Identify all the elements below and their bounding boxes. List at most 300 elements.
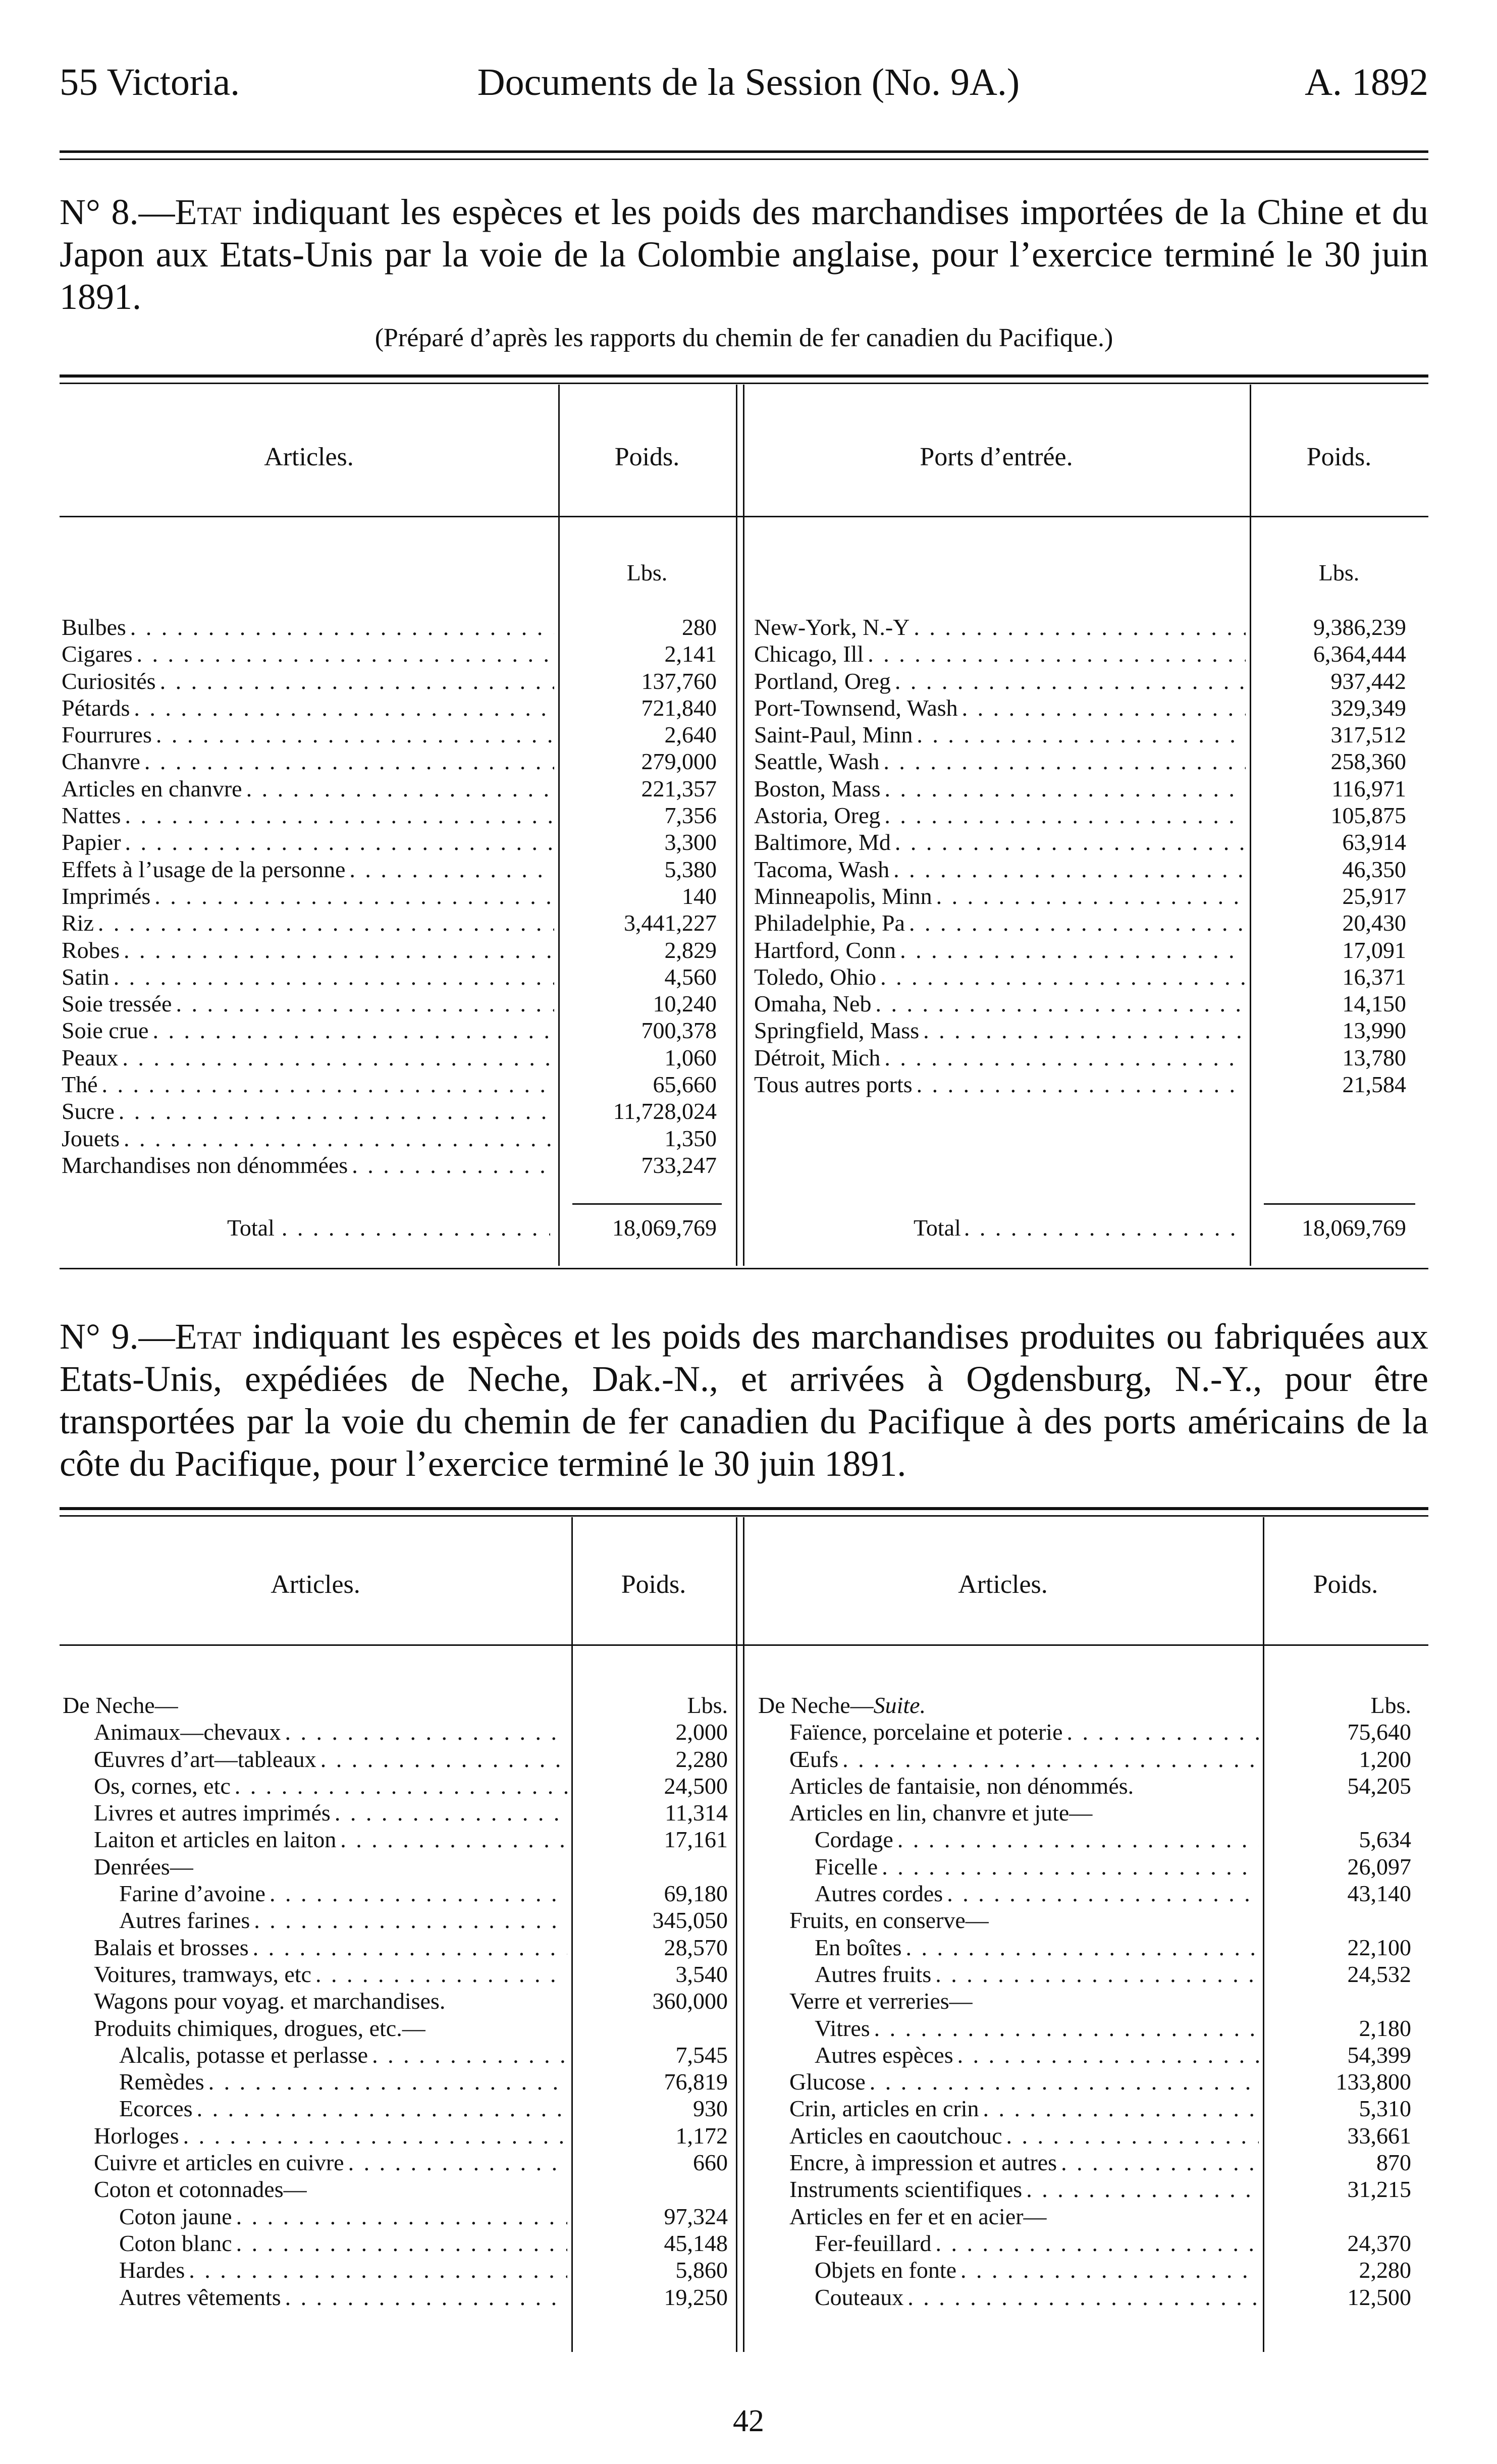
dot-leader — [936, 2230, 1259, 2257]
table-row-value: 5,634 — [1359, 1827, 1411, 1853]
table-row-label — [63, 2284, 567, 2311]
row-text: Philadelphie, Pa — [754, 910, 905, 936]
table-row-label — [62, 802, 554, 829]
table8-articles-values — [560, 614, 717, 1179]
table-row-label — [754, 963, 1246, 990]
table9-number: N° 9.— — [60, 1316, 175, 1357]
row-text: En boîtes — [815, 1934, 902, 1960]
table-row-value: 870 — [1376, 2150, 1411, 2176]
table-row-label — [754, 802, 1246, 829]
table-row-value: 660 — [693, 2150, 728, 2176]
dot-leader — [176, 990, 554, 1017]
table9-right-unit: Lbs. — [1370, 1692, 1411, 1718]
table8-number: N° 8.— — [60, 192, 175, 232]
dot-leader — [114, 963, 554, 990]
table-row-label — [63, 1719, 567, 1745]
dot-leader — [884, 1044, 1246, 1071]
table-row-label — [754, 909, 1246, 936]
table8-total-row-left — [227, 1214, 550, 1241]
table-row-label — [754, 721, 1246, 748]
row-text: Bulbes — [62, 614, 126, 640]
table-row-label — [63, 1773, 567, 1799]
table-row-value: 1,060 — [664, 1044, 717, 1070]
header-left: 55 Victoria. — [60, 61, 240, 103]
table-row-value: 22,100 — [1347, 1934, 1411, 1960]
table9-title-sc: Etat — [175, 1316, 242, 1357]
table-row-label — [63, 1961, 567, 1988]
table-row-label — [63, 2230, 567, 2257]
table9-right-first-italic: Suite. — [873, 1692, 926, 1718]
row-text: Tous autres ports — [754, 1072, 913, 1098]
table8-head-poids: Poids. — [614, 443, 680, 471]
table-row-label — [62, 829, 554, 855]
table8-total-left: 18,069,769 — [612, 1215, 717, 1241]
table-row-value: 46,350 — [1342, 856, 1406, 882]
dot-leader — [914, 614, 1246, 640]
table-row-label — [63, 1934, 567, 1961]
table8-unit-left: Lbs. — [626, 560, 668, 585]
table-row-label — [758, 2095, 1259, 2122]
table9-vline-2 — [736, 1517, 737, 2352]
table8-head-ports: Ports d’entrée. — [920, 443, 1073, 471]
table-row-value: 54,205 — [1347, 1773, 1411, 1799]
table-row-label — [63, 1799, 567, 1826]
table-row-value: 2,000 — [675, 1719, 728, 1745]
row-text: Instruments scientifiques — [789, 2176, 1023, 2203]
table9-right-values — [1265, 1719, 1411, 2311]
row-text: Jouets — [62, 1125, 120, 1151]
table8-total-label: Total — [227, 1215, 275, 1241]
table9-header-rule — [60, 1644, 1428, 1646]
table-row-label — [63, 1746, 567, 1773]
dot-leader — [960, 2257, 1259, 2283]
table-row-value: 1,172 — [675, 2122, 728, 2149]
row-text: Œufs — [789, 1746, 839, 1772]
table-row-label — [758, 1880, 1259, 1907]
row-text: Cigares — [62, 641, 133, 667]
table8-articles-list — [62, 614, 554, 1179]
table8-total-right: 18,069,769 — [1302, 1215, 1406, 1241]
table-row-label — [63, 1880, 567, 1907]
row-text: Coton jaune — [119, 2203, 232, 2229]
table-row-label — [758, 1826, 1259, 1853]
row-text: Effets à l’usage de la personne — [62, 856, 346, 882]
table9-head-articles2: Articles. — [958, 1570, 1048, 1599]
table-row-label — [758, 1719, 1259, 1745]
table-row-label — [754, 990, 1246, 1017]
row-text: Curiosités — [62, 668, 156, 694]
row-text: Autres cordes — [815, 1881, 943, 1907]
table-row-value: 3,300 — [664, 829, 717, 855]
dot-leader — [880, 963, 1246, 990]
table-row-label — [62, 990, 554, 1017]
table9-right-first — [758, 1692, 1259, 1719]
table-row-label — [62, 640, 554, 667]
table-row-value: 6,364,444 — [1313, 641, 1406, 667]
row-text: Alcalis, potasse et perlasse — [119, 2042, 368, 2068]
table-row-value — [573, 1853, 728, 1880]
table-row-label — [758, 2122, 1259, 2149]
dot-leader — [875, 990, 1246, 1017]
page-number: 42 — [733, 2404, 764, 2438]
table-row-value: 116,971 — [1331, 775, 1406, 801]
row-text: Ecorces — [119, 2096, 193, 2122]
table9-right-first-label: De Neche— — [758, 1692, 874, 1718]
table-row-value: 17,161 — [664, 1827, 728, 1853]
row-text: Tacoma, Wash — [754, 856, 890, 882]
dot-leader — [160, 668, 554, 694]
table-row-label — [754, 748, 1246, 775]
table-row-label — [62, 909, 554, 936]
dot-leader — [137, 640, 554, 667]
table-row-value: 133,800 — [1335, 2069, 1411, 2095]
table-row-value: 17,091 — [1342, 937, 1406, 963]
dot-leader — [270, 1880, 567, 1907]
dot-leader — [124, 937, 554, 963]
row-text: Balais et brosses — [94, 1934, 249, 1960]
table9-rule-top2 — [60, 1515, 1428, 1517]
dot-leader — [895, 829, 1246, 855]
table-row-value: 76,819 — [664, 2069, 728, 2095]
table-row-label — [758, 2149, 1259, 2176]
table-row-value: 279,000 — [641, 748, 717, 775]
table-row-value: 7,545 — [675, 2042, 728, 2068]
table-row-label — [63, 1826, 567, 1853]
table-row-value: 1,350 — [664, 1125, 717, 1151]
table-row-value: 43,140 — [1347, 1881, 1411, 1907]
table-row-value: 24,532 — [1347, 1961, 1411, 1987]
row-text: Autres vêtements — [119, 2284, 281, 2310]
table8-total-row-right — [914, 1214, 1247, 1241]
dot-leader — [349, 856, 554, 883]
dot-leader — [917, 1071, 1246, 1098]
header-rule-bottom — [60, 158, 1428, 160]
row-text: Cuivre et articles en cuivre — [94, 2150, 344, 2176]
table-row-label: Verre et verreries— — [789, 1988, 973, 2014]
table-row-label — [754, 640, 1246, 667]
table8-rule-top1 — [60, 374, 1428, 378]
table-row-label — [754, 1017, 1246, 1044]
table-row-value: 345,050 — [652, 1907, 728, 1934]
dot-leader — [246, 775, 554, 802]
dot-leader — [208, 2068, 567, 2095]
row-text: Objets en fonte — [815, 2257, 957, 2283]
table-row-label — [62, 937, 554, 963]
table-row-value: 140 — [682, 883, 717, 909]
table-row-label — [63, 2149, 567, 2176]
dot-leader — [102, 1071, 554, 1098]
table-row-value: 13,780 — [1342, 1044, 1406, 1070]
table-row-label — [62, 1098, 554, 1124]
row-text: Chicago, Ill — [754, 641, 864, 667]
table-row-value: 2,180 — [1359, 2015, 1411, 2041]
dot-leader — [907, 2284, 1259, 2311]
table-row-value: 16,371 — [1342, 963, 1406, 990]
row-text: Vitres — [815, 2015, 870, 2041]
dot-leader — [144, 748, 554, 775]
table-row-value: 937,442 — [1330, 668, 1406, 694]
table-row-value — [573, 2176, 728, 2203]
table-row-label — [62, 1017, 554, 1044]
table9-vline-1 — [571, 1517, 573, 2352]
table-row-value: 360,000 — [652, 1988, 728, 2014]
dot-leader — [884, 775, 1246, 802]
dot-leader — [183, 2122, 567, 2149]
row-text: Horloges — [94, 2122, 179, 2149]
table8-ports-list — [754, 614, 1246, 1098]
table-row-value: 21,584 — [1342, 1072, 1406, 1098]
table-row-value: 11,314 — [665, 1800, 728, 1826]
table-row-label — [758, 1961, 1259, 1988]
table-row-value — [1265, 1799, 1411, 1826]
dot-leader — [895, 668, 1246, 694]
table-row-value: 2,640 — [664, 722, 717, 748]
row-text: Fourrures — [62, 722, 152, 748]
table-row-label — [63, 2203, 567, 2230]
table-row-value: 19,250 — [664, 2284, 728, 2310]
row-text: Imprimés — [62, 883, 151, 909]
row-text: Glucose — [789, 2069, 866, 2095]
row-text: Saint-Paul, Minn — [754, 722, 913, 748]
row-text: Voitures, tramways, etc — [94, 1961, 311, 1987]
dot-leader — [285, 2284, 567, 2311]
table-row-label — [758, 2015, 1259, 2042]
table-row-label — [758, 1934, 1259, 1961]
table-row-label — [63, 2068, 567, 2095]
table-row-label — [754, 937, 1246, 963]
row-text: Encre, à impression et autres — [789, 2150, 1057, 2176]
dot-leader — [923, 1017, 1246, 1044]
dot-leader — [905, 1934, 1259, 1961]
table-row-label — [62, 1152, 554, 1179]
table-row-label — [62, 748, 554, 775]
table-row-label — [62, 1125, 554, 1152]
dot-leader — [124, 1125, 554, 1152]
table8-rule-bottom — [60, 1268, 1428, 1269]
row-text: Crin, articles en crin — [789, 2096, 979, 2122]
dot-leader — [156, 721, 554, 748]
table8-total-label2: Total — [914, 1215, 961, 1241]
dot-leader — [125, 802, 554, 829]
row-text: Fer-feuillard — [815, 2230, 932, 2256]
table-row-value: 69,180 — [664, 1881, 728, 1907]
table-row-label — [758, 2068, 1259, 2095]
table9-head-poids2: Poids. — [1313, 1570, 1378, 1599]
dot-leader — [883, 748, 1246, 775]
table-row-label — [62, 1071, 554, 1098]
table8-head-poids2: Poids. — [1306, 443, 1372, 471]
table8-unit-right: Lbs. — [1318, 560, 1360, 585]
table8-subtitle: (Préparé d’après les rapports du chemin de fer canadien du Pacifique.) — [375, 324, 1113, 352]
dot-leader — [1061, 2149, 1259, 2176]
table-row-value: 2,141 — [664, 641, 717, 667]
table-row-value: 721,840 — [641, 694, 717, 721]
dot-leader — [962, 694, 1246, 721]
row-text: Farine d’avoine — [119, 1881, 265, 1907]
row-text: Articles en chanvre — [62, 775, 242, 801]
dot-leader — [1067, 1719, 1259, 1745]
dot-leader — [254, 1907, 567, 1934]
table-row-label: Articles en fer et en acier— — [789, 2203, 1047, 2229]
table-row-label — [758, 2042, 1259, 2068]
table-row-value: 26,097 — [1347, 1853, 1411, 1880]
dot-leader — [842, 1746, 1259, 1773]
table8-rule-top2 — [60, 383, 1428, 384]
row-text: Hardes — [119, 2257, 185, 2283]
row-text: Satin — [62, 963, 110, 990]
table-row-value: 63,914 — [1342, 829, 1406, 855]
row-text: Remèdes — [119, 2069, 204, 2095]
dot-leader — [372, 2042, 567, 2068]
row-text: Hartford, Conn — [754, 937, 896, 963]
table-row-value: 24,500 — [664, 1773, 728, 1799]
table-row-label — [754, 1044, 1246, 1071]
table-row-value: 97,324 — [664, 2203, 728, 2229]
table-row-value: 75,640 — [1347, 1719, 1411, 1745]
table-row-value: 2,280 — [1359, 2257, 1411, 2283]
dot-leader — [197, 2095, 567, 2122]
table-row-label — [754, 883, 1246, 909]
table-row-value — [573, 2015, 728, 2042]
table-row-label: De Neche— — [63, 1692, 178, 1718]
dot-leader — [874, 2015, 1259, 2042]
table-row-value: 5,380 — [664, 856, 717, 882]
row-text: Autres espèces — [815, 2042, 953, 2068]
table-row-label — [758, 2257, 1259, 2283]
row-text: Astoria, Oreg — [754, 802, 881, 829]
table-row-label — [62, 694, 554, 721]
dot-leader — [947, 1880, 1259, 1907]
table-row-value: 1,200 — [1359, 1746, 1411, 1772]
row-text: New-York, N.-Y — [754, 614, 910, 640]
table-row-label — [754, 1071, 1246, 1098]
dot-leader — [253, 1934, 567, 1961]
table-row-value: 5,310 — [1359, 2096, 1411, 2122]
row-text: Seattle, Wash — [754, 748, 880, 775]
table-row-value: 33,661 — [1347, 2122, 1411, 2149]
table-row-value: 54,399 — [1347, 2042, 1411, 2068]
table-row-value: 24,370 — [1347, 2230, 1411, 2256]
table-row-value: 14,150 — [1342, 991, 1406, 1017]
dot-leader — [352, 1152, 554, 1179]
dot-leader — [285, 1719, 567, 1745]
table-row-value: 280 — [682, 614, 717, 640]
table8-ports-values — [1252, 614, 1406, 1098]
dot-leader — [152, 1017, 554, 1044]
dot-leader — [935, 1961, 1259, 1988]
dot-leader — [315, 1961, 567, 1988]
row-text: Omaha, Neb — [754, 991, 872, 1017]
dot-leader — [122, 1044, 554, 1071]
table8-title-sc: Etat — [175, 192, 242, 232]
table9-vline-4 — [1263, 1517, 1264, 2352]
table-row-label — [754, 829, 1246, 855]
row-text: Sucre — [62, 1098, 115, 1124]
table-row-value: 3,540 — [675, 1961, 728, 1987]
dot-leader — [868, 640, 1246, 667]
table-row-label — [63, 2095, 567, 2122]
dot-leader — [884, 802, 1246, 829]
row-text: Autres fruits — [815, 1961, 932, 1987]
dot-leader — [98, 909, 554, 936]
row-text: Boston, Mass — [754, 775, 881, 801]
dot-leader — [936, 883, 1246, 909]
row-text: Ficelle — [815, 1853, 878, 1880]
table-row-value: 137,760 — [641, 668, 717, 694]
table-row-label — [758, 1853, 1259, 1880]
table-row-value: 65,660 — [653, 1072, 717, 1098]
row-text: Port-Townsend, Wash — [754, 694, 958, 721]
table-row-label: Coton et cotonnades— — [94, 2176, 307, 2203]
row-text: Riz — [62, 910, 94, 936]
table-row-label — [63, 2042, 567, 2068]
table-row-value: 3,441,227 — [624, 910, 717, 936]
table-row-value: 2,829 — [664, 937, 717, 963]
header-right: A. 1892 — [1305, 61, 1428, 103]
table-row-value: 20,430 — [1342, 910, 1406, 936]
dot-leader — [1026, 2176, 1259, 2203]
row-text: Autres farines — [119, 1907, 250, 1934]
row-text: Minneapolis, Minn — [754, 883, 932, 909]
table-row-value: 25,917 — [1342, 883, 1406, 909]
table-row-label — [754, 614, 1246, 640]
table-row-label — [62, 856, 554, 883]
dot-leader — [897, 1826, 1259, 1853]
table-row-label — [62, 963, 554, 990]
dot-leader — [236, 2203, 567, 2230]
dot-leader — [870, 2068, 1259, 2095]
table9-left-list — [63, 1692, 567, 2311]
row-text: Laiton et articles en laiton — [94, 1827, 337, 1853]
table9-head-poids: Poids. — [621, 1570, 686, 1599]
table-row-label — [63, 2122, 567, 2149]
table-row-label: Articles de fantaisie, non dénommés. — [789, 1773, 1134, 1799]
dot-leader — [882, 1853, 1259, 1880]
row-text: Springfield, Mass — [754, 1017, 920, 1044]
dot-leader — [983, 2095, 1259, 2122]
table-row-value: 5,860 — [675, 2257, 728, 2283]
dot-leader — [320, 1746, 567, 1773]
row-text: Détroit, Mich — [754, 1044, 881, 1070]
table-row-value: 7,356 — [664, 802, 717, 829]
table-row-label — [758, 2230, 1259, 2257]
table9-left-values — [573, 1692, 728, 2311]
row-text: Toledo, Ohio — [754, 963, 877, 990]
table-row-value: 45,148 — [664, 2230, 728, 2256]
row-text: Thé — [62, 1072, 98, 1098]
table-row-label — [754, 856, 1246, 883]
row-text: Chanvre — [62, 748, 140, 775]
table-row-label: Denrées— — [94, 1853, 193, 1880]
table-row-value — [1265, 1988, 1411, 2014]
dot-leader — [1006, 2122, 1259, 2149]
dot-leader — [119, 1098, 554, 1124]
row-text: Robes — [62, 937, 120, 963]
table-row-value: 700,378 — [641, 1017, 717, 1044]
dot-leader — [957, 2042, 1259, 2068]
table-row-value: 13,990 — [1342, 1017, 1406, 1044]
table-row-label — [758, 2176, 1259, 2203]
row-text: Articles en caoutchouc — [789, 2122, 1002, 2149]
dot-leader — [125, 829, 554, 855]
table-row-label: Wagons pour voyag. et marchandises. — [94, 1988, 446, 2014]
table8-title-text: indiquant les espèces et les poids des marchandises importées de la Chine et du Japon aux Etats-Unis par la voie de la Colombie anglaise, pour l’exercice terminé le 30 juin 1891. — [60, 192, 1428, 317]
dot-leader — [893, 856, 1246, 883]
dot-leader — [236, 2230, 567, 2257]
table-row-label — [62, 721, 554, 748]
dot-leader — [335, 1799, 567, 1826]
table9-head-articles: Articles. — [271, 1570, 360, 1599]
